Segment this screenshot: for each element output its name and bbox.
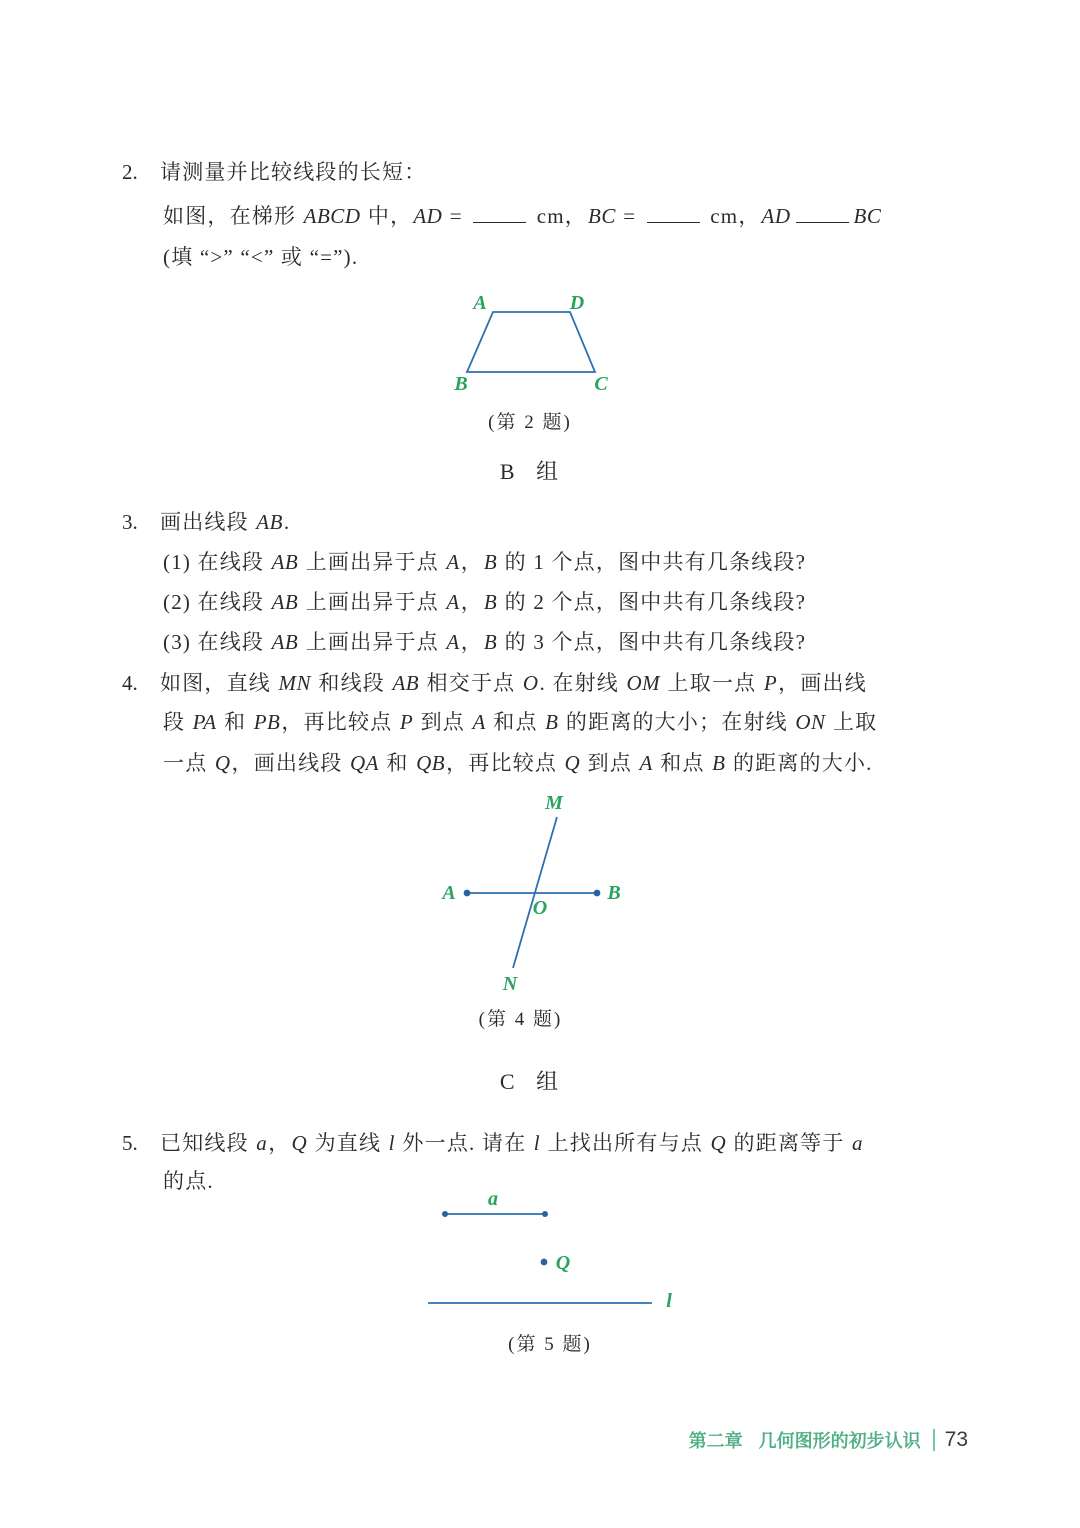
problem2-line2: 如图，在梯形 ABCD 中，AD = cm，BC = cm，AD BC	[163, 204, 882, 228]
footer-chapter: 第二章	[688, 1431, 743, 1451]
problem4-line3: 一点 Q，画出线段 QA 和 QB，再比较点 Q 到点 A 和点 B 的距离的大小.	[163, 751, 873, 775]
trapezoid-outline	[467, 312, 595, 372]
footer-divider	[933, 1429, 935, 1451]
problem3-item-1: (1) 在线段 AB 上画出异于点 A，B 的 1 个点，图中共有几条线段?	[163, 550, 807, 574]
problem4-number: 4.	[122, 671, 138, 695]
vertex-label-a: A	[473, 292, 487, 314]
point-a-dot	[464, 890, 471, 897]
group-c-header: C 组	[499, 1069, 561, 1094]
problem2-line3: (填 “>” “<” 或 “=”).	[163, 245, 359, 269]
trapezoid-figure	[440, 288, 640, 398]
line-mn-segment-ab-figure	[430, 790, 700, 1000]
segment-a-right-dot	[542, 1211, 548, 1217]
problem5-line1: 已知线段 a，Q 为直线 l 外一点. 请在 l 上找出所有与点 Q 的距离等于 a	[160, 1131, 864, 1155]
figure5-caption: (第 5 题)	[508, 1334, 592, 1355]
point-label-n: N	[502, 973, 518, 995]
vertex-label-d: D	[569, 292, 585, 314]
line-label-l: l	[666, 1290, 672, 1312]
segment-a-left-dot	[442, 1211, 448, 1217]
problem5-number: 5.	[122, 1131, 138, 1155]
vertex-label-b: B	[454, 373, 468, 395]
point-label-q: Q	[555, 1252, 571, 1274]
page-footer	[689, 1427, 968, 1453]
problem4-line2: 段 PA 和 PB，再比较点 P 到点 A 和点 B 的距离的大小；在射线 ON 上取	[163, 710, 878, 734]
point-label-b: B	[607, 882, 621, 904]
group-b-header: B 组	[499, 459, 561, 484]
point-b-dot	[594, 890, 601, 897]
point-label-o: O	[532, 897, 548, 919]
problem3-item-3: (3) 在线段 AB 上画出异于点 A，B 的 3 个点，图中共有几条线段?	[163, 630, 807, 654]
footer-chapter-title: 几何图形的初步认识	[758, 1431, 921, 1451]
problem2-line1: 请测量并比较线段的长短：	[160, 160, 427, 184]
point-label-a: A	[442, 882, 456, 904]
segment-label-a: a	[488, 1190, 498, 1210]
point-q-dot	[541, 1259, 548, 1266]
problem3-number: 3.	[122, 510, 138, 534]
point-label-m: M	[545, 792, 563, 814]
page-number: 73	[944, 1428, 968, 1451]
vertex-label-c: C	[594, 373, 608, 395]
problem2-number: 2.	[122, 160, 138, 184]
problem4-line1: 如图，直线 MN 和线段 AB 相交于点 O. 在射线 OM 上取一点 P，画出线	[160, 671, 867, 695]
problem3-line1: 画出线段 AB.	[160, 510, 291, 534]
problem3-item-2: (2) 在线段 AB 上画出异于点 A，B 的 2 个点，图中共有几条线段?	[163, 590, 807, 614]
problem5-line2: 的点.	[163, 1169, 214, 1193]
figure4-caption: (第 4 题)	[478, 1009, 563, 1030]
segment-a-point-q-line-l-figure	[420, 1190, 710, 1320]
figure2-caption: (第 2 题)	[488, 412, 572, 433]
